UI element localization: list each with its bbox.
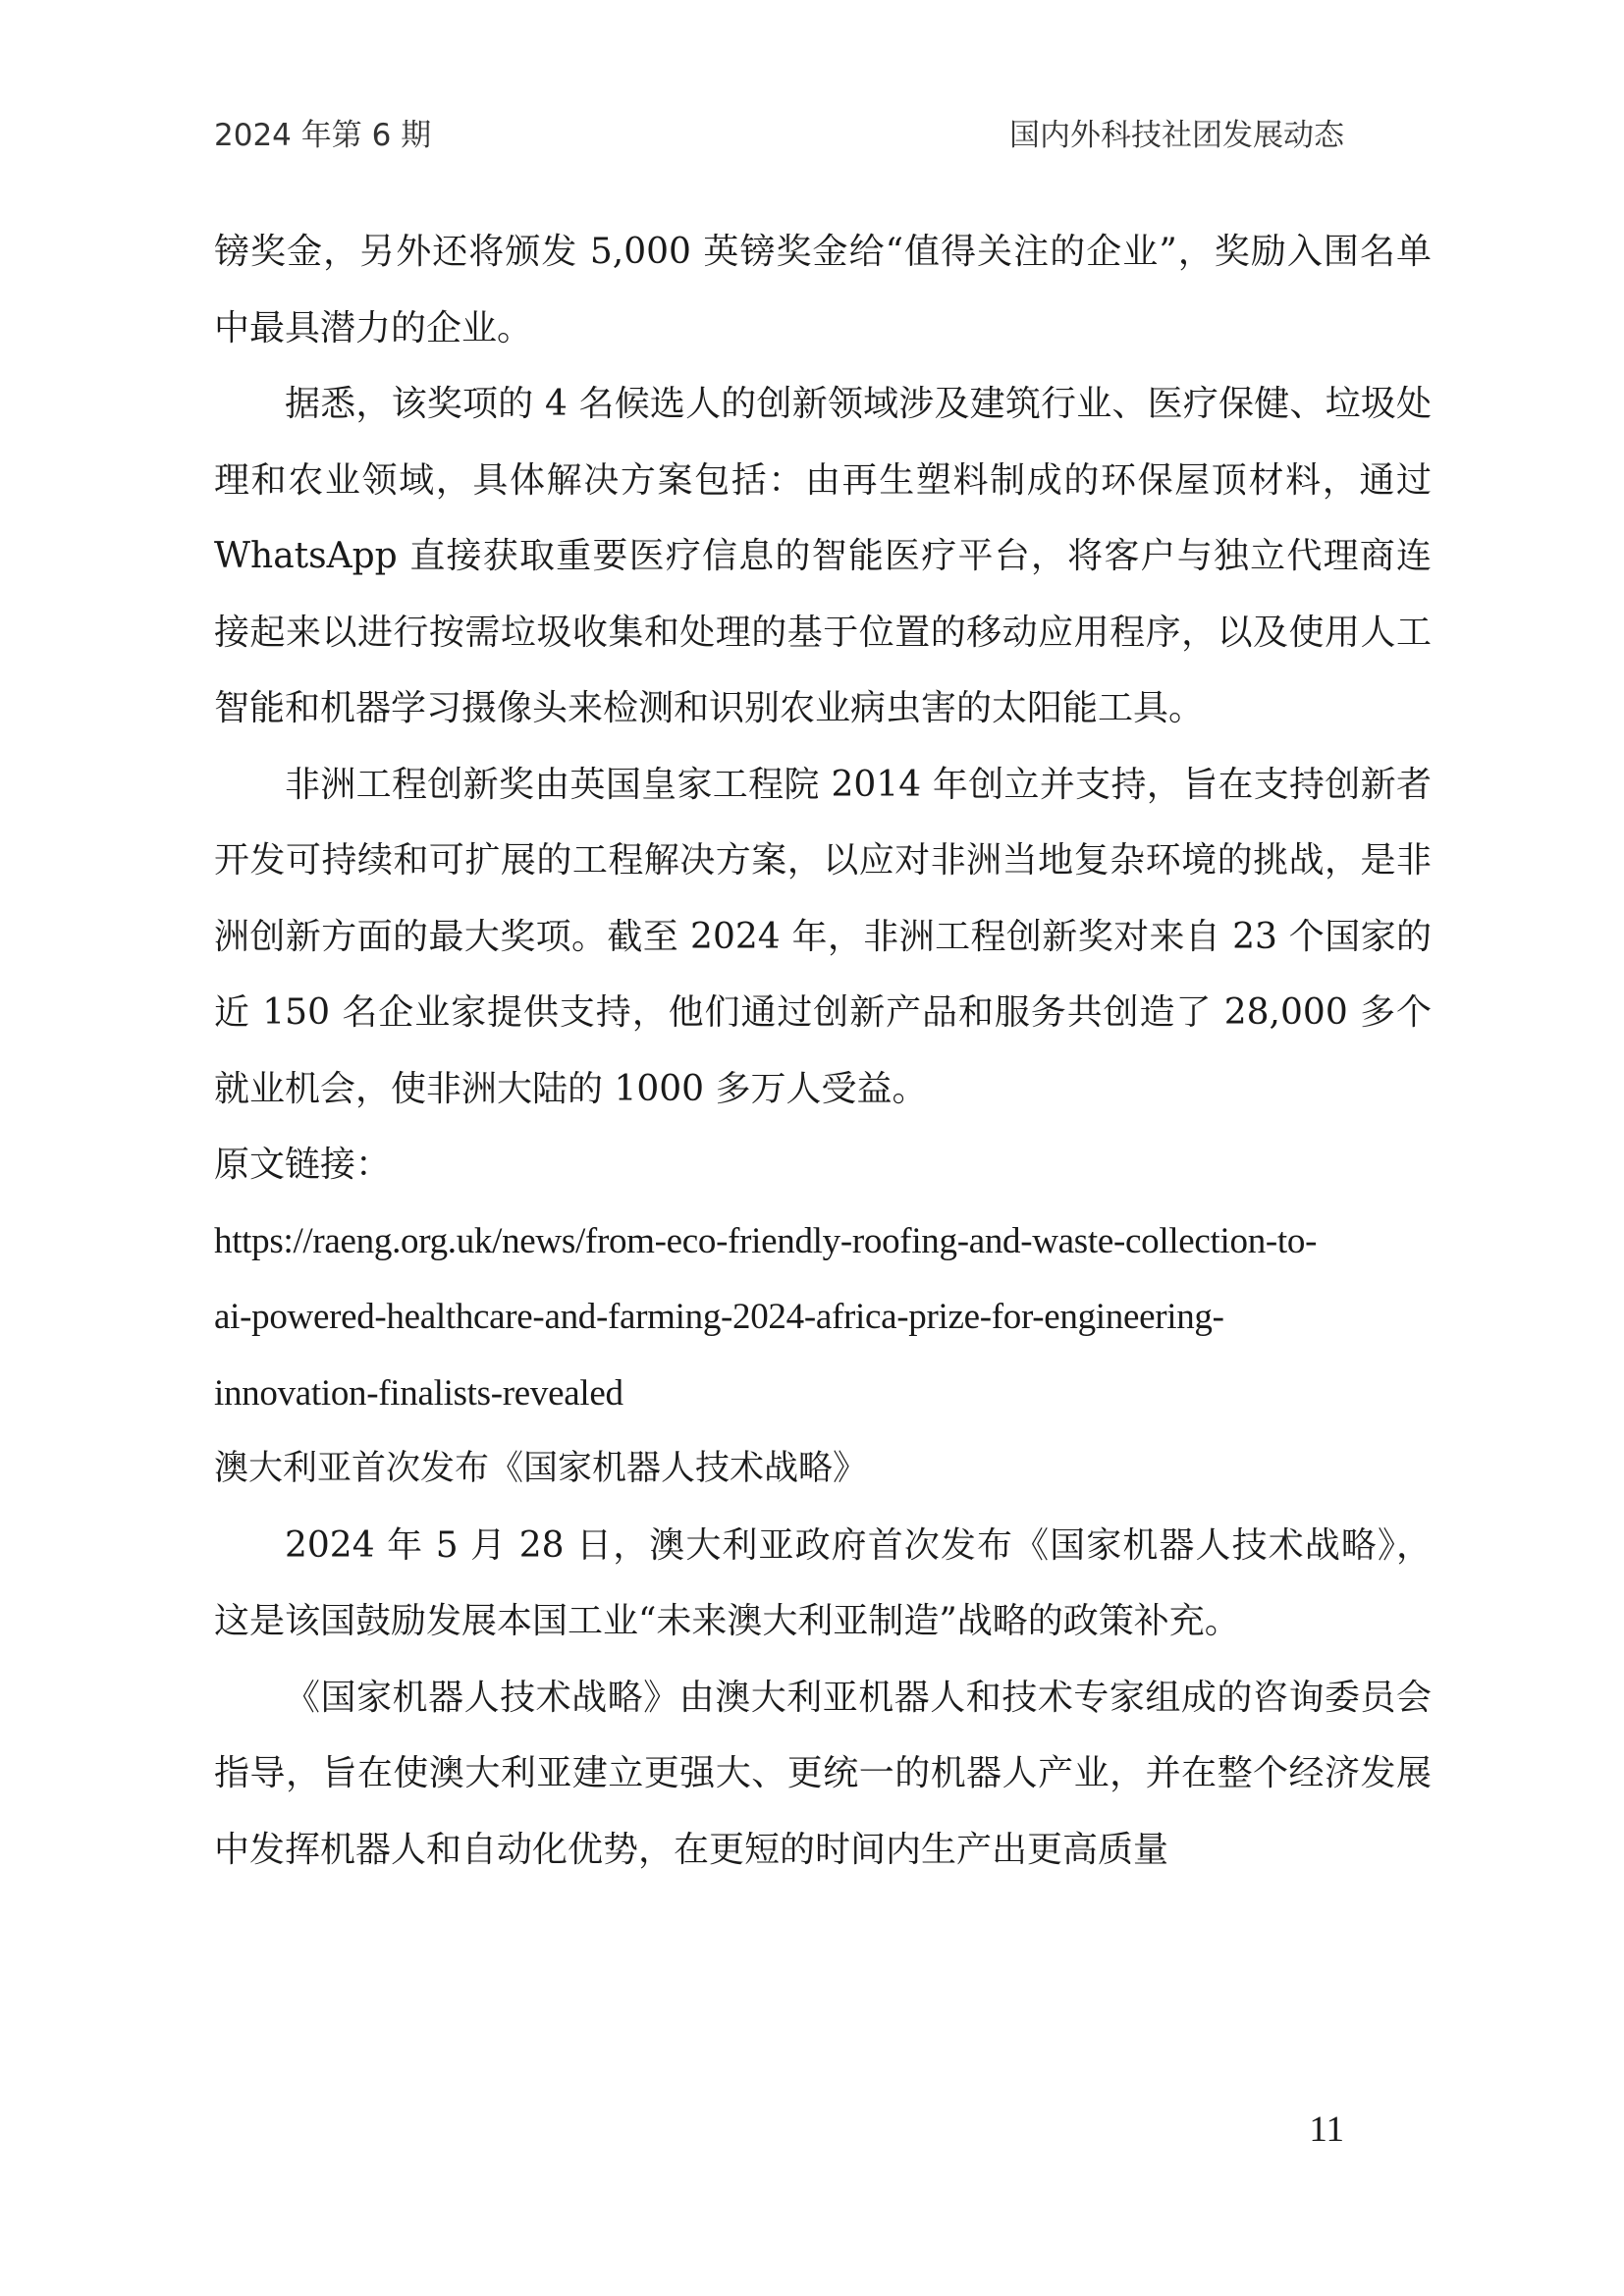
source-link-label: 原文链接： bbox=[214, 1145, 392, 1185]
source-url-line[interactable]: ai-powered-healthcare-and-farming-2024-africa-prize-for-engineering- bbox=[214, 1297, 1224, 1337]
source-url-line[interactable]: https://raeng.org.uk/news/from-eco-friendly-roofing-and-waste-collection-to- bbox=[214, 1220, 1318, 1261]
source-url-line[interactable]: innovation-finalists-revealed bbox=[214, 1372, 623, 1414]
issue-label: 2024 年第 6 期 bbox=[214, 118, 432, 153]
publication-title: 国内外科技社团发展动态 bbox=[1009, 118, 1344, 153]
paragraph-award-continuation: 镑奖金，另外还将颁发 5,000 英镑奖金给“值得关注的企业”，奖励入围名单中最具潜力的企业。 bbox=[214, 232, 1432, 348]
paragraph-finalists: 据悉，该奖项的 4 名候选人的创新领域涉及建筑行业、医疗保健、垃圾处理和农业领域，具体解决方案包括：由再生塑料制成的环保屋顶材料，通过 WhatsApp 直接获取重要医疗信息的智能医疗平台，将客户与独立代理商连接起来以进行按需垃圾收集和处理的基于位置的移动应用程序，以及使用人工智能和机器学习摄像头来检测和识别农业病虫害的太阳能工具。 bbox=[214, 384, 1432, 728]
page-number: 11 bbox=[1309, 2109, 1344, 2150]
section-heading: 澳大利亚首次发布《国家机器人技术战略》 bbox=[214, 1449, 868, 1488]
paragraph-strategy-release: 2024 年 5 月 28 日，澳大利亚政府首次发布《国家机器人技术战略》，这是该国鼓励发展本国工业“未来澳大利亚制造”战略的政策补充。 bbox=[214, 1524, 1432, 1641]
source-link[interactable] bbox=[214, 1203, 1432, 1432]
paragraph-strategy-goals: 《国家机器人技术战略》由澳大利亚机器人和技术专家组成的咨询委员会指导，旨在使澳大利亚建立更强大、更统一的机器人产业，并在整个经济发展中发挥机器人和自动化优势，在更短的时间内生产出更高质量 bbox=[214, 1677, 1432, 1870]
page-content bbox=[214, 214, 1432, 1888]
paragraph-africa-prize: 非洲工程创新奖由英国皇家工程院 2014 年创立并支持，旨在支持创新者开发可持续和可扩展的工程解决方案，以应对非洲当地复杂环境的挑战，是非洲创新方面的最大奖项。截至 2024 年，非洲工程创新奖对来自 23 个国家的近 150 名企业家提供支持，他们通过创新产品和服务共创造了 28,000 多个就业机会，使非洲大陆的 1000 多万人受益。 bbox=[214, 764, 1432, 1109]
